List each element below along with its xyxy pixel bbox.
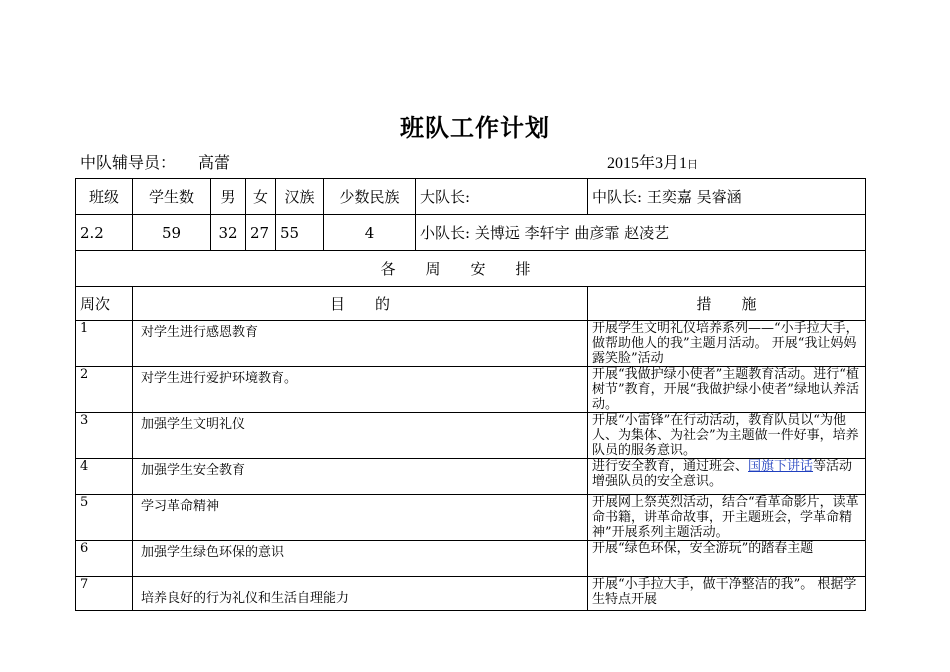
- measure-text-end: 等活动增强队员的安全意识。: [592, 459, 853, 489]
- summary-header-row: [76, 179, 866, 215]
- measure-text-start: 进行安全教育，通过班会、: [592, 459, 749, 474]
- date-suffix: 日: [687, 159, 699, 171]
- students-value: 59: [133, 215, 211, 251]
- minority-header: 少数民族: [324, 179, 416, 215]
- han-header: 汉族: [276, 179, 324, 215]
- week-goal: 培养良好的行为礼仪和生活自理能力: [133, 577, 588, 611]
- summary-value-row: [76, 215, 866, 251]
- week-measure: 开展“我做护绿小使者”主题教育活动。进行“植树节”教育，开展“我做护绿小使者”绿地认养活动。: [588, 367, 866, 413]
- week-goal: 加强学生绿色环保的意识: [133, 541, 588, 577]
- plan-header-row: [76, 287, 866, 321]
- week-goal: 对学生进行感恩教育: [133, 321, 588, 367]
- week-number: 5: [76, 495, 133, 541]
- goal-header: 目 的: [133, 287, 588, 321]
- measure-header: 措 施: [588, 287, 866, 321]
- week-goal: 加强学生文明礼仪: [133, 413, 588, 459]
- week-measure: 开展“小雷锋”在行动活动，教育队员以“为他人、为集体、为社会”为主题做一件好事，培养队员的服务意识。: [588, 413, 866, 459]
- captain-header: 大队长:: [416, 179, 588, 215]
- table-row: [76, 577, 866, 611]
- minority-value: 4: [324, 215, 416, 251]
- date-line: [607, 150, 698, 173]
- week-goal: 加强学生安全教育: [133, 459, 588, 495]
- section-row: [76, 251, 866, 287]
- flag-speech-link[interactable]: 国旗下讲话: [748, 459, 814, 474]
- male-header: 男: [211, 179, 246, 215]
- week-number: 1: [76, 321, 133, 367]
- table-row: [76, 459, 866, 495]
- week-number: 4: [76, 459, 133, 495]
- week-number: 3: [76, 413, 133, 459]
- week-measure: 开展学生文明礼仪培养系列——“小手拉大手，做帮助他人的我”主题月活动。 开展“我让妈妈露笑脸”活动: [588, 321, 866, 367]
- han-value: 55: [276, 215, 324, 251]
- table-row: [76, 541, 866, 577]
- table-row: [76, 495, 866, 541]
- counselor-line: [80, 150, 230, 173]
- female-value: 27: [246, 215, 276, 251]
- male-value: 32: [211, 215, 246, 251]
- counselor-label: 中队辅导员：: [80, 155, 177, 172]
- page-title: 班队工作计划: [400, 114, 550, 142]
- week-header: 周次: [76, 287, 133, 321]
- week-number: 7: [76, 577, 133, 611]
- section-title: 各周安排: [76, 251, 866, 287]
- week-goal: 学习革命精神: [133, 495, 588, 541]
- week-number: 2: [76, 367, 133, 413]
- week-measure: 开展“小手拉大手，做干净整洁的我”。 根据学生特点开展: [588, 577, 866, 611]
- team-leaders-cell: 小队长: 关博远 李轩宇 曲彦霏 赵凌艺: [416, 215, 866, 251]
- table-row: [76, 321, 866, 367]
- date-main: 2015年3月1: [607, 155, 688, 172]
- table-row: [76, 413, 866, 459]
- class-value: 2.2: [76, 215, 133, 251]
- week-measure: 开展网上祭英烈活动，结合“看革命影片，读革命书籍，讲革命故事，开主题班会，学革命精神”开展系列主题活动。: [588, 495, 866, 541]
- female-header: 女: [246, 179, 276, 215]
- class-header: 班级: [76, 179, 133, 215]
- students-header: 学生数: [133, 179, 211, 215]
- week-number: 6: [76, 541, 133, 577]
- counselor-name: 高蕾: [198, 155, 231, 172]
- plan-table: [75, 178, 866, 611]
- week-measure: 开展“绿色环保，安全游玩”的踏春主题: [588, 541, 866, 577]
- table-row: [76, 367, 866, 413]
- week-measure: [588, 459, 866, 495]
- week-goal: 对学生进行爱护环境教育。: [133, 367, 588, 413]
- squadron-leader-cell: 中队长: 王奕嘉 吴睿涵: [588, 179, 866, 215]
